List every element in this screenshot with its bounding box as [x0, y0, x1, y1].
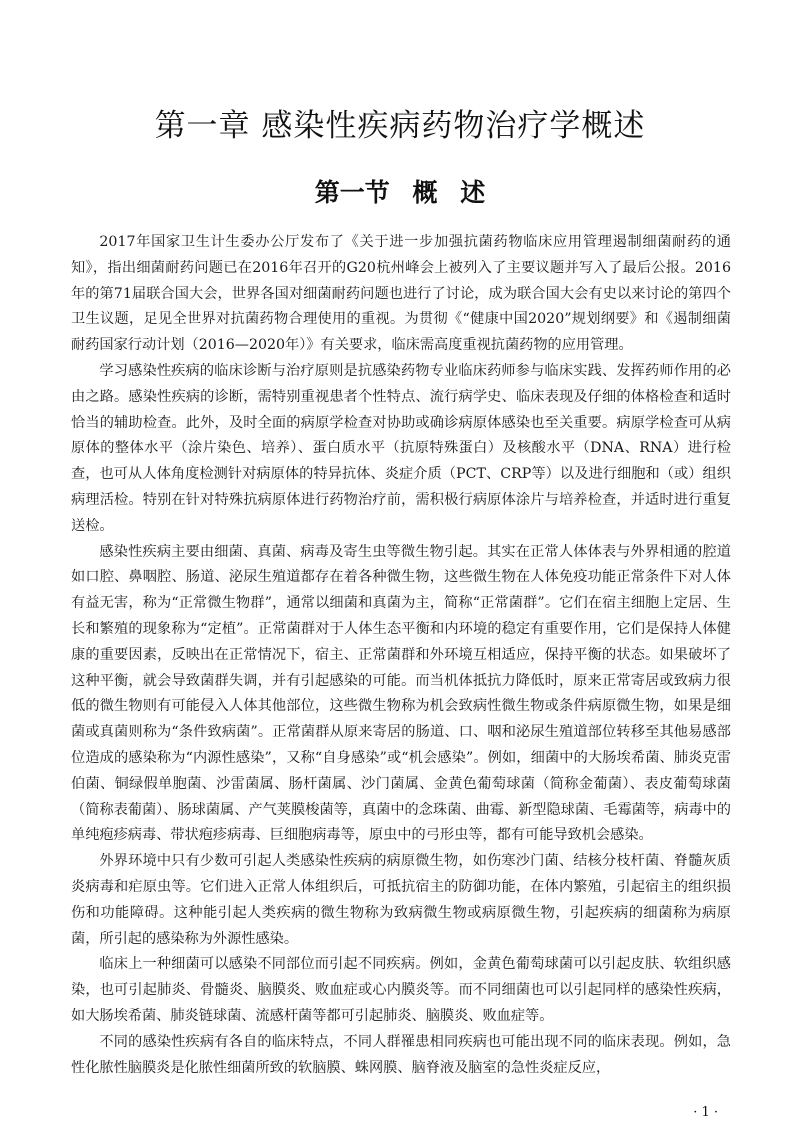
paragraph: 外界环境中只有少数可引起人类感染性疾病的病原微生物，如伤寒沙门菌、结核分枝杆菌、脊髓灰质炎病毒和疟原虫等。它们进入正常人体组织后，可抵抗宿主的防御功能，在体内繁殖，引起宿主的组织损伤和功能障碍。这种能引起人类疾病的微生物称为致病微生物或病原微生物，引起疾病的细菌称为病原菌，所引起的感染称为外源性感染。 [71, 853, 731, 947]
paragraph: 临床上一种细菌可以感染不同部位而引起不同疾病。例如，金黄色葡萄球菌可以引起皮肤、软组织感染，也可引起肺炎、骨髓炎、脑膜炎、败血症或心内膜炎等。而不同细菌也可以引起同样的感染性疾病，如大肠埃希菌、肺炎链球菌、流感杆菌等都可引起肺炎、脑膜炎、败血症等。 [71, 956, 731, 1024]
page-number: · 1 · [693, 1105, 718, 1120]
section-title: 第一节 概 述 [314, 178, 486, 207]
paragraph: 感染性疾病主要由细菌、真菌、病毒及寄生虫等微生物引起。其实在正常人体体表与外界相通的腔道如口腔、鼻咽腔、肠道、泌尿生殖道都存在着各种微生物，这些微生物在人体免疫功能正常条件下对人体有益无害，称为“正常微生物群”，通常以细菌和真菌为主，简称“正常菌群”。它们在宿主细胞上定居、生长和繁殖的现象称为“定植”。正常菌群对于人体生态平衡和内环境的稳定有重要作用，它们是保持人体健康的重要因素，反映出在正常情况下，宿主、正常菌群和外环境互相适应，保持平衡的状态。如果破坏了这种平衡，就会导致菌群失调，并有引起感染的可能。而当机体抵抗力降低时，原来正常寄居或致病力很低的微生物则有可能侵入人体其他部位，这些微生物称为机会致病性微生物或条件病原微生物，如果是细菌或真菌则称为“条件致病菌”。正常菌群从原来寄居的肠道、口、咽和泌尿生殖道部位转移至其他易感部位造成的感染称为“内源性感染”，又称“自身感染”或“机会感染”。例如，细菌中的大肠埃希菌、肺炎克雷伯菌、铜绿假单胞菌、沙雷菌属、肠杆菌属、沙门菌属、金黄色葡萄球菌（简称金葡菌）、表皮葡萄球菌（简称表葡菌）、肠球菌属、产气荚膜梭菌等，真菌中的念珠菌、曲霉、新型隐球菌、毛霉菌等，病毒中的单纯疱疹病毒、带状疱疹病毒、巨细胞病毒等，原虫中的弓形虫等，都有可能导致机会感染。 [71, 543, 731, 844]
paragraph: 不同的感染性疾病有各自的临床特点，不同人群罹患相同疾病也可能出现不同的临床表现。例如，急性化脓性脑膜炎是化脓性细菌所致的软脑膜、蛛网膜、脑脊液及脑室的急性炎症反应， [71, 1033, 731, 1076]
body-text [71, 230, 731, 1081]
paragraph: 学习感染性疾病的临床诊断与治疗原则是抗感染药物专业临床药师参与临床实践、发挥药师作用的必由之路。感染性疾病的诊断，需特别重视患者个性特点、流行病学史、临床表现及仔细的体格检查和适时恰当的辅助检查。此外，及时全面的病原学检查对协助或确诊病原体感染也至关重要。病原学检查可从病原体的整体水平（涂片染色、培养）、蛋白质水平（抗原特殊蛋白）及核酸水平（DNA、RNA）进行检查，也可从人体角度检测针对病原体的特异抗体、炎症介质（PCT、CRP等）以及进行细胞和（或）组织病理活检。特别在针对特殊抗病原体进行药物治疗前，需积极行病原体涂片与培养检查，并适时进行重复送检。 [71, 362, 731, 534]
paragraph: 2017年国家卫生计生委办公厅发布了《关于进一步加强抗菌药物临床应用管理遏制细菌耐药的通知》，指出细菌耐药问题已在2016年召开的G20杭州峰会上被列入了主要议题并写入了最后公报。2016年的第71届联合国大会，世界各国对细菌耐药问题也进行了讨论，成为联合国大会有史以来讨论的第四个卫生议题，足见全世界对抗菌药物合理使用的重视。为贯彻《“健康中国2020”规划纲要》和《遏制细菌耐药国家行动计划（2016—2020年）》有关要求，临床需高度重视抗菌药物的应用管理。 [71, 234, 731, 354]
chapter-title: 第一章 感染性疾病药物治疗学概述 [154, 108, 646, 144]
